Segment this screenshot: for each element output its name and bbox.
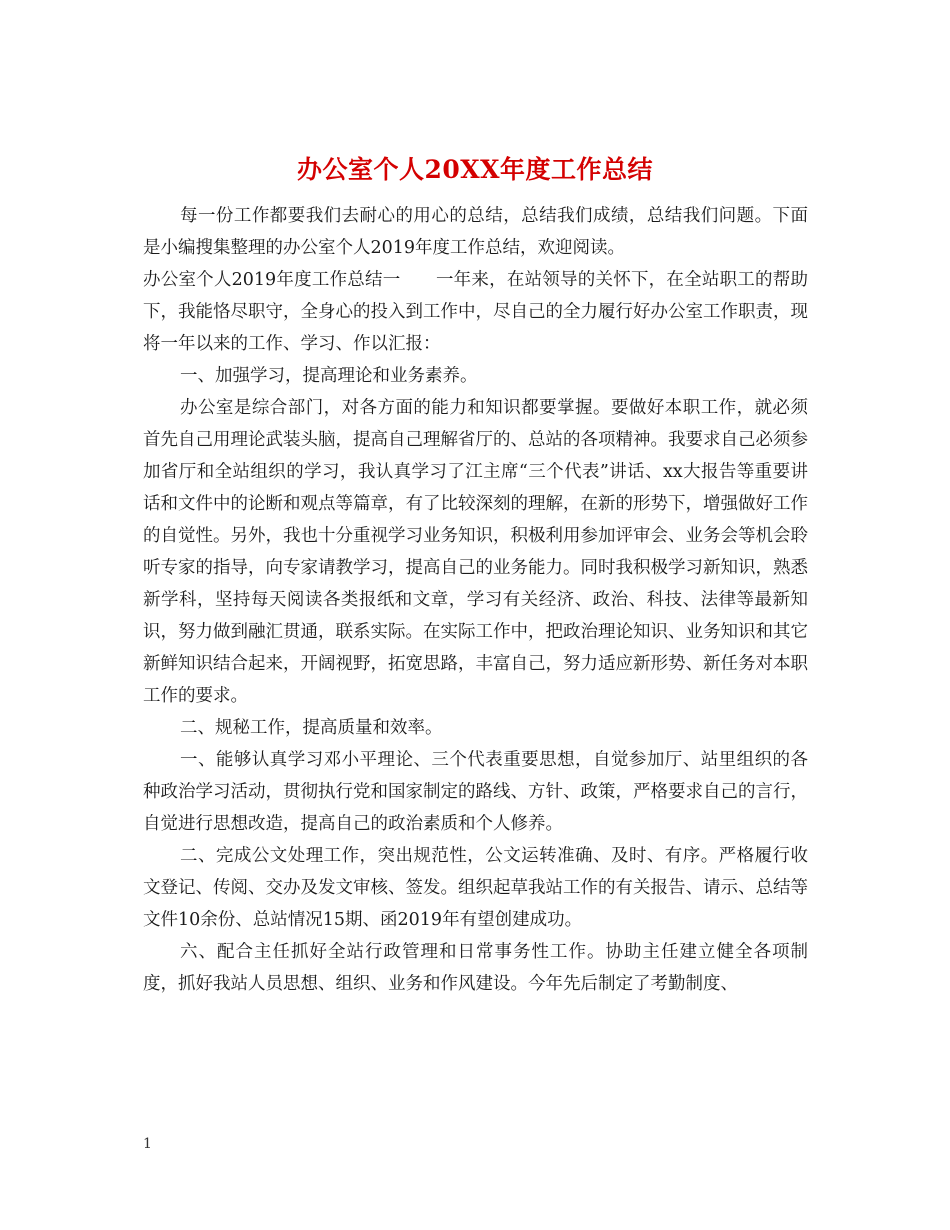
document-title: 办公室个人20XX年度工作总结 xyxy=(296,154,654,184)
paragraph-document-handling: 二、完成公文处理工作，突出规范性，公文运转准确、及时、有序。严格履行收文登记、传阅、交办及发文审核、签发。组织起草我站工作的有关报告、请示、总结等文件10余份、总站情况15期、函2019年有望创建成功。 xyxy=(143,846,808,930)
paragraph-political-study: 一、能够认真学习邓小平理论、三个代表重要思想，自觉参加厅、站里组织的各种政治学习活动，贯彻执行党和国家制定的路线、方针、政策，严格要求自己的言行，自觉进行思想改造，提高自己的政治素质和个人修养。 xyxy=(143,750,808,834)
section-heading-study: 一、加强学习，提高理论和业务素养。 xyxy=(180,366,478,386)
section-heading-secretarial: 二、规秘工作，提高质量和效率。 xyxy=(180,718,443,738)
paragraph-administration: 六、配合主任抓好全站行政管理和日常事务性工作。协助主任建立健全各项制度，抓好我站人员思想、组织、业务和作风建设。今年先后制定了考勤制度、 xyxy=(143,942,808,994)
paragraph-summary-header: 办公室个人2019年度工作总结一 一年来，在站领导的关怀下，在全站职工的帮助下，我能恪尽职守，全身心的投入到工作中，尽自己的全力履行好办公室工作职责，现将一年以来的工作、学习、作以汇报： xyxy=(143,270,808,354)
paragraph-study: 办公室是综合部门，对各方面的能力和知识都要掌握。要做好本职工作，就必须首先自己用理论武装头脑，提高自己理解省厅的、总站的各项精神。我要求自己必须参加省厅和全站组织的学习，我认真学习了江主席“三个代表”讲话、xx大报告等重要讲话和文件中的论断和观点等篇章，有了比较深刻的理解，在新的形势下，增强做好工作的自觉性。另外，我也十分重视学习业务知识，积极利用参加评审会、业务会等机会聆听专家的指导，向专家请教学习，提高自己的业务能力。同时我积极学习新知识，熟悉新学科，坚持每天阅读各类报纸和文章，学习有关经济、政治、科技、法律等最新知识，努力做到融汇贯通，联系实际。在实际工作中，把政治理论知识、业务知识和其它新鲜知识结合起来，开阔视野，拓宽思路，丰富自己，努力适应新形势、新任务对本职工作的要求。 xyxy=(143,398,808,706)
paragraph-intro: 每一份工作都要我们去耐心的用心的总结，总结我们成绩，总结我们问题。下面是小编搜集整理的办公室个人2019年度工作总结，欢迎阅读。 xyxy=(143,206,808,258)
document-body xyxy=(143,200,808,1000)
page-number: 1 xyxy=(143,1136,152,1152)
